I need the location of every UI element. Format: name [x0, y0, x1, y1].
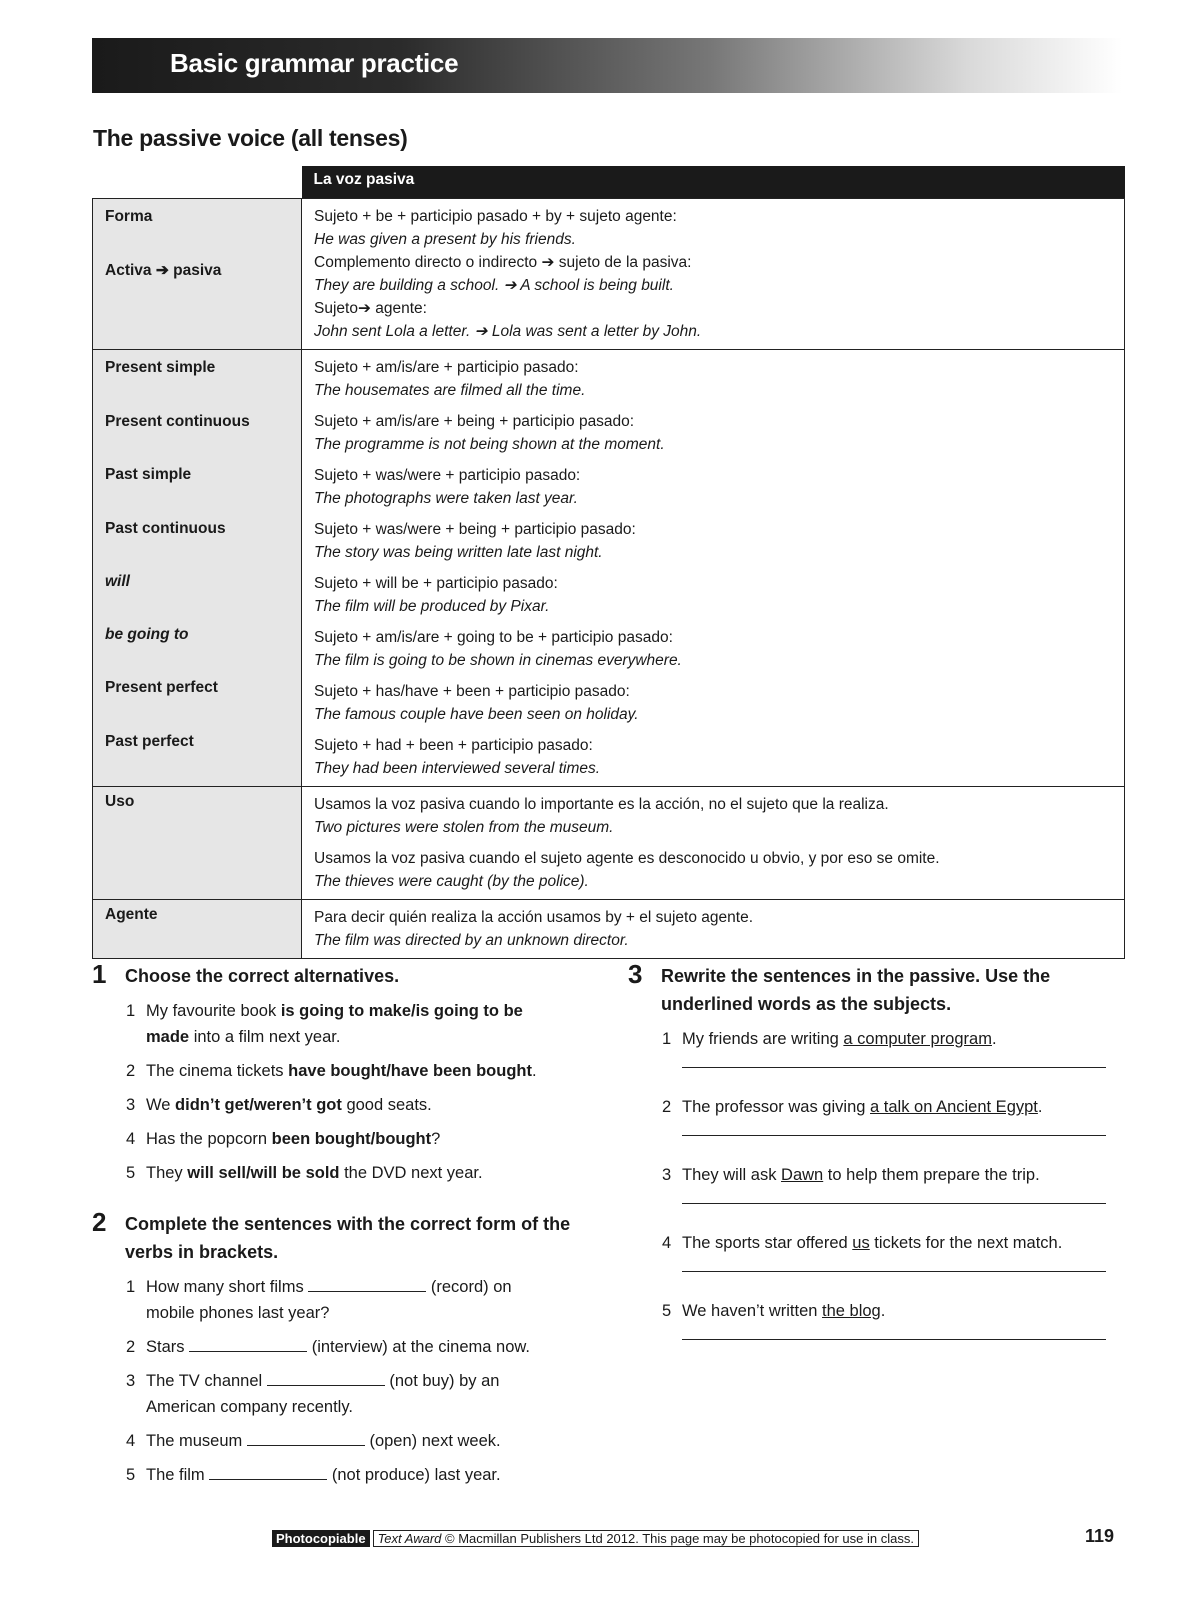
agente-rule: Para decir quién realiza la acción usamos by + el sujeto agente.: [314, 909, 753, 926]
tense-rule: Sujeto + had + been + participio pasado:: [314, 737, 593, 754]
underlined-subject: a computer program: [843, 1030, 992, 1048]
answer-blank[interactable]: [267, 1371, 385, 1386]
exercise2-title: Complete the sentences with the correct form of the verbs in brackets.: [125, 1214, 571, 1262]
tense-example: The famous couple have been seen on holiday.: [314, 706, 639, 723]
copyright-text: © Macmillan Publishers Ltd 2012. This page may be photocopied for use in class.: [441, 1531, 914, 1546]
exercise1-items: [126, 998, 592, 1186]
underlined-subject: Dawn: [781, 1166, 824, 1184]
answer-line[interactable]: [682, 1202, 1106, 1204]
item-number: 3: [126, 1372, 136, 1390]
exercise2-items: [126, 1274, 592, 1488]
tense-label: will: [105, 573, 130, 590]
item-text: .: [880, 1302, 886, 1320]
item-text: (record) on: [426, 1278, 512, 1296]
item-number: 4: [126, 1130, 136, 1148]
tense-example: The story was being written late last night.: [314, 544, 603, 561]
photocopiable-badge: Photocopiable: [272, 1530, 370, 1547]
item-text: (interview) at the cinema now.: [307, 1338, 530, 1356]
item-number: 3: [662, 1166, 672, 1184]
alternatives-cont[interactable]: made: [146, 1028, 190, 1046]
item-number: 5: [126, 1164, 136, 1182]
list-item: [126, 1274, 592, 1326]
underlined-subject: us: [852, 1234, 870, 1252]
table-row-forma: [93, 199, 1125, 350]
list-item: [126, 1462, 592, 1488]
alternatives[interactable]: didn’t get/weren’t got: [175, 1096, 342, 1114]
agente-example: The film was directed by an unknown director.: [314, 932, 629, 949]
exercise2-number: 2: [92, 1207, 107, 1237]
answer-blank[interactable]: [308, 1277, 426, 1292]
item-text: They will ask: [682, 1166, 782, 1184]
tense-label: be going to: [105, 626, 189, 643]
tense-label: Past continuous: [105, 520, 226, 537]
item-number: 2: [662, 1098, 672, 1116]
list-item: [126, 1428, 592, 1454]
tense-rule: Sujeto + will be + participio pasado:: [314, 575, 558, 592]
list-item: [126, 1092, 592, 1118]
tense-label: Present simple: [105, 359, 216, 376]
table-row-tenses: [93, 350, 1125, 787]
list-item: [662, 1094, 1128, 1120]
item-text: Has the popcorn: [146, 1130, 272, 1148]
exercise3-number: 3: [628, 959, 643, 989]
list-item: [126, 1334, 592, 1360]
exercise1-title: Choose the correct alternatives.: [125, 966, 400, 986]
item-text: (not produce) last year.: [327, 1466, 501, 1484]
tense-labels: [93, 350, 302, 787]
item-text: The cinema tickets: [146, 1062, 289, 1080]
item-text: .: [1037, 1098, 1043, 1116]
forma-label: Forma: [105, 208, 153, 225]
uso-rule: Usamos la voz pasiva cuando lo importante es la acción, no el sujeto que la realiza.: [314, 796, 889, 813]
item-text: The film: [146, 1466, 210, 1484]
tense-label: Past perfect: [105, 733, 194, 750]
tense-example: The photographs were taken last year.: [314, 490, 578, 507]
item-text: My favourite book: [146, 1002, 281, 1020]
item-text: the DVD next year.: [339, 1164, 483, 1182]
row-label-forma: [93, 199, 302, 350]
item-number: 2: [126, 1062, 136, 1080]
underlined-subject: the blog: [822, 1302, 881, 1320]
item-text: We haven’t written: [682, 1302, 823, 1320]
item-text: The museum: [146, 1432, 247, 1450]
tense-rule: Sujeto + am/is/are + participio pasado:: [314, 359, 579, 376]
uso-rules: [302, 787, 1125, 900]
uso-example: Two pictures were stolen from the museum.: [314, 819, 614, 836]
answer-line[interactable]: [682, 1066, 1106, 1068]
tense-rules: [302, 350, 1125, 787]
tense-label: Past simple: [105, 466, 192, 483]
exercise2-heading: [92, 1207, 595, 1266]
item-text: We: [146, 1096, 176, 1114]
alternatives[interactable]: been bought/bought: [271, 1130, 432, 1148]
page-number: 119: [1085, 1526, 1115, 1546]
item-text: My friends are writing: [682, 1030, 844, 1048]
grammar-table: [92, 166, 1125, 959]
exercise3-items: [662, 1026, 1128, 1340]
item-text: The TV channel: [146, 1372, 267, 1390]
uso-rule: Usamos la voz pasiva cuando el sujeto agente es desconocido u obvio, y por eso se omite.: [314, 850, 940, 867]
exercise3-heading: [628, 959, 1111, 1018]
forma-example: They are building a school. ➔ A school is being built.: [314, 277, 674, 294]
table-column-header: La voz pasiva: [302, 166, 1125, 199]
answer-blank[interactable]: [247, 1431, 365, 1446]
agente-label: Agente: [93, 900, 302, 959]
underlined-subject: a talk on Ancient Egypt: [870, 1098, 1038, 1116]
tense-rule: Sujeto + am/is/are + going to be + participio pasado:: [314, 629, 673, 646]
answer-line[interactable]: [682, 1338, 1106, 1340]
forma-example: John sent Lola a letter. ➔ Lola was sent a letter by John.: [314, 323, 702, 340]
tense-rule: Sujeto + has/have + been + participio pasado:: [314, 683, 630, 700]
item-number: 4: [662, 1234, 672, 1252]
item-number: 2: [126, 1338, 136, 1356]
forma-line: Sujeto + be + participio pasado + by + sujeto agente:: [314, 208, 677, 225]
footer: [272, 1530, 919, 1547]
answer-blank[interactable]: [189, 1337, 307, 1352]
table-corner: [93, 166, 302, 199]
book-title: Text Award: [377, 1531, 442, 1546]
item-text: American company recently.: [146, 1398, 353, 1416]
tense-example: The film is going to be shown in cinemas everywhere.: [314, 652, 682, 669]
right-column: [628, 959, 1128, 1366]
alternatives[interactable]: is going to make/is going to be: [280, 1002, 523, 1020]
banner-title: Basic grammar practice: [170, 48, 459, 78]
item-number: 3: [126, 1096, 136, 1114]
list-item: [662, 1162, 1128, 1188]
header-banner: [92, 38, 1122, 93]
tense-label: Present perfect: [105, 679, 218, 696]
item-number: 4: [126, 1432, 136, 1450]
item-text: .: [531, 1062, 537, 1080]
list-item: [126, 1058, 592, 1084]
item-number: 1: [126, 1002, 136, 1020]
answer-line[interactable]: [682, 1134, 1106, 1136]
item-text: Stars: [146, 1338, 190, 1356]
item-text: How many short films: [146, 1278, 309, 1296]
forma-rules: [302, 199, 1125, 350]
item-text: (open) next week.: [364, 1432, 501, 1450]
answer-line[interactable]: [682, 1270, 1106, 1272]
alternatives[interactable]: will sell/will be sold: [187, 1164, 340, 1182]
answer-blank[interactable]: [209, 1465, 327, 1480]
item-text: tickets for the next match.: [869, 1234, 1063, 1252]
forma-line: Sujeto➔ agente:: [314, 300, 427, 317]
table-row-uso: [93, 787, 1125, 900]
tense-rule: Sujeto + was/were + being + participio pasado:: [314, 521, 636, 538]
tense-example: The film will be produced by Pixar.: [314, 598, 550, 615]
tense-rule: Sujeto + was/were + participio pasado:: [314, 467, 581, 484]
tense-example: They had been interviewed several times.: [314, 760, 601, 777]
forma-line: Complemento directo o indirecto ➔ sujeto de la pasiva:: [314, 254, 692, 271]
tense-rule: Sujeto + am/is/are + being + participio pasado:: [314, 413, 635, 430]
uso-example: The thieves were caught (by the police).: [314, 873, 589, 890]
list-item: [662, 1230, 1128, 1256]
alternatives[interactable]: have bought/have been bought: [288, 1062, 532, 1080]
item-text: ?: [431, 1130, 441, 1148]
item-number: 1: [662, 1030, 672, 1048]
item-text: into a film next year.: [189, 1028, 341, 1046]
forma-example: He was given a present by his friends.: [314, 231, 576, 248]
agente-rules: [302, 900, 1125, 959]
list-item: [126, 1126, 592, 1152]
item-text: mobile phones last year?: [146, 1304, 330, 1322]
table-row-agente: [93, 900, 1125, 959]
item-text: They: [146, 1164, 188, 1182]
list-item: [126, 1368, 592, 1420]
left-column: [92, 959, 592, 1496]
item-number: 1: [126, 1278, 136, 1296]
exercise3-title: Rewrite the sentences in the passive. Use the underlined words as the subjects.: [661, 966, 1051, 1014]
tense-label: Present continuous: [105, 413, 250, 430]
exercise1-number: 1: [92, 959, 107, 989]
section-title: The passive voice (all tenses): [93, 125, 408, 151]
list-item: [126, 1160, 592, 1186]
uso-label: Uso: [93, 787, 302, 900]
tense-example: The programme is not being shown at the moment.: [314, 436, 665, 453]
item-text: The sports star offered: [682, 1234, 853, 1252]
list-item: [662, 1298, 1128, 1324]
activa-pasiva-label: Activa ➔ pasiva: [105, 262, 222, 279]
item-text: .: [991, 1030, 997, 1048]
list-item: [126, 998, 592, 1050]
copyright-notice: [373, 1530, 919, 1547]
item-text: (not buy) by an: [384, 1372, 500, 1390]
item-text: good seats.: [341, 1096, 432, 1114]
item-text: The professor was giving: [682, 1098, 871, 1116]
item-number: 5: [126, 1466, 136, 1484]
list-item: [662, 1026, 1128, 1052]
tense-example: The housemates are filmed all the time.: [314, 382, 586, 399]
item-number: 5: [662, 1302, 672, 1320]
item-text: to help them prepare the trip.: [823, 1166, 1040, 1184]
exercise1-heading: [92, 959, 592, 990]
